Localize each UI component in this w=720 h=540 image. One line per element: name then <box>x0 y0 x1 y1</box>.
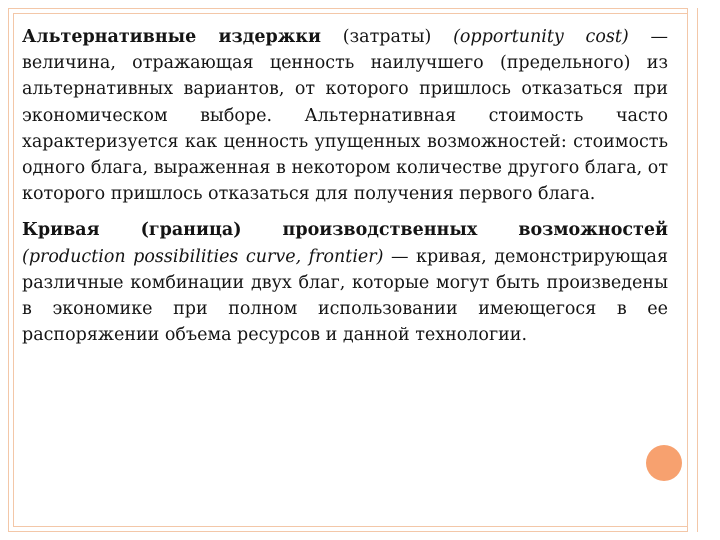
term-qualifier: (затраты) <box>342 27 432 47</box>
term-title: Кривая (граница) производственных возможностей <box>22 220 668 241</box>
term-english: (production possibilities curve, frontier) <box>22 246 384 267</box>
slide-right-rule-2 <box>697 8 698 532</box>
definition-body: — кривая, демонстрирующая различные комбинации двух благ, которые могут быть произведены в экономике при полном использовании имеющегося в ее распоряжении объема ресурсов и данной технологии. <box>22 246 668 346</box>
definition-production-possibilities <box>22 217 668 348</box>
accent-dot <box>646 445 682 481</box>
term-english: (opportunity cost) <box>453 27 629 47</box>
definition-opportunity-cost <box>22 24 668 207</box>
definition-body: — величина, отражающая ценность наилучшего (предельного) из альтернативных вариантов, от которого пришлось отказаться при экономическом выборе. Альтернативная стоимость часто характеризуется как ценность упущенных возможностей: стоимость одного блага, выраженная в некотором количестве другого блага, от которого пришлось отказаться для получения первого блага. <box>22 27 668 205</box>
slide-right-rule <box>687 8 688 532</box>
slide-content <box>22 24 668 348</box>
term-title: Альтернативные издержки <box>22 27 322 47</box>
slide-right-band <box>687 0 720 540</box>
